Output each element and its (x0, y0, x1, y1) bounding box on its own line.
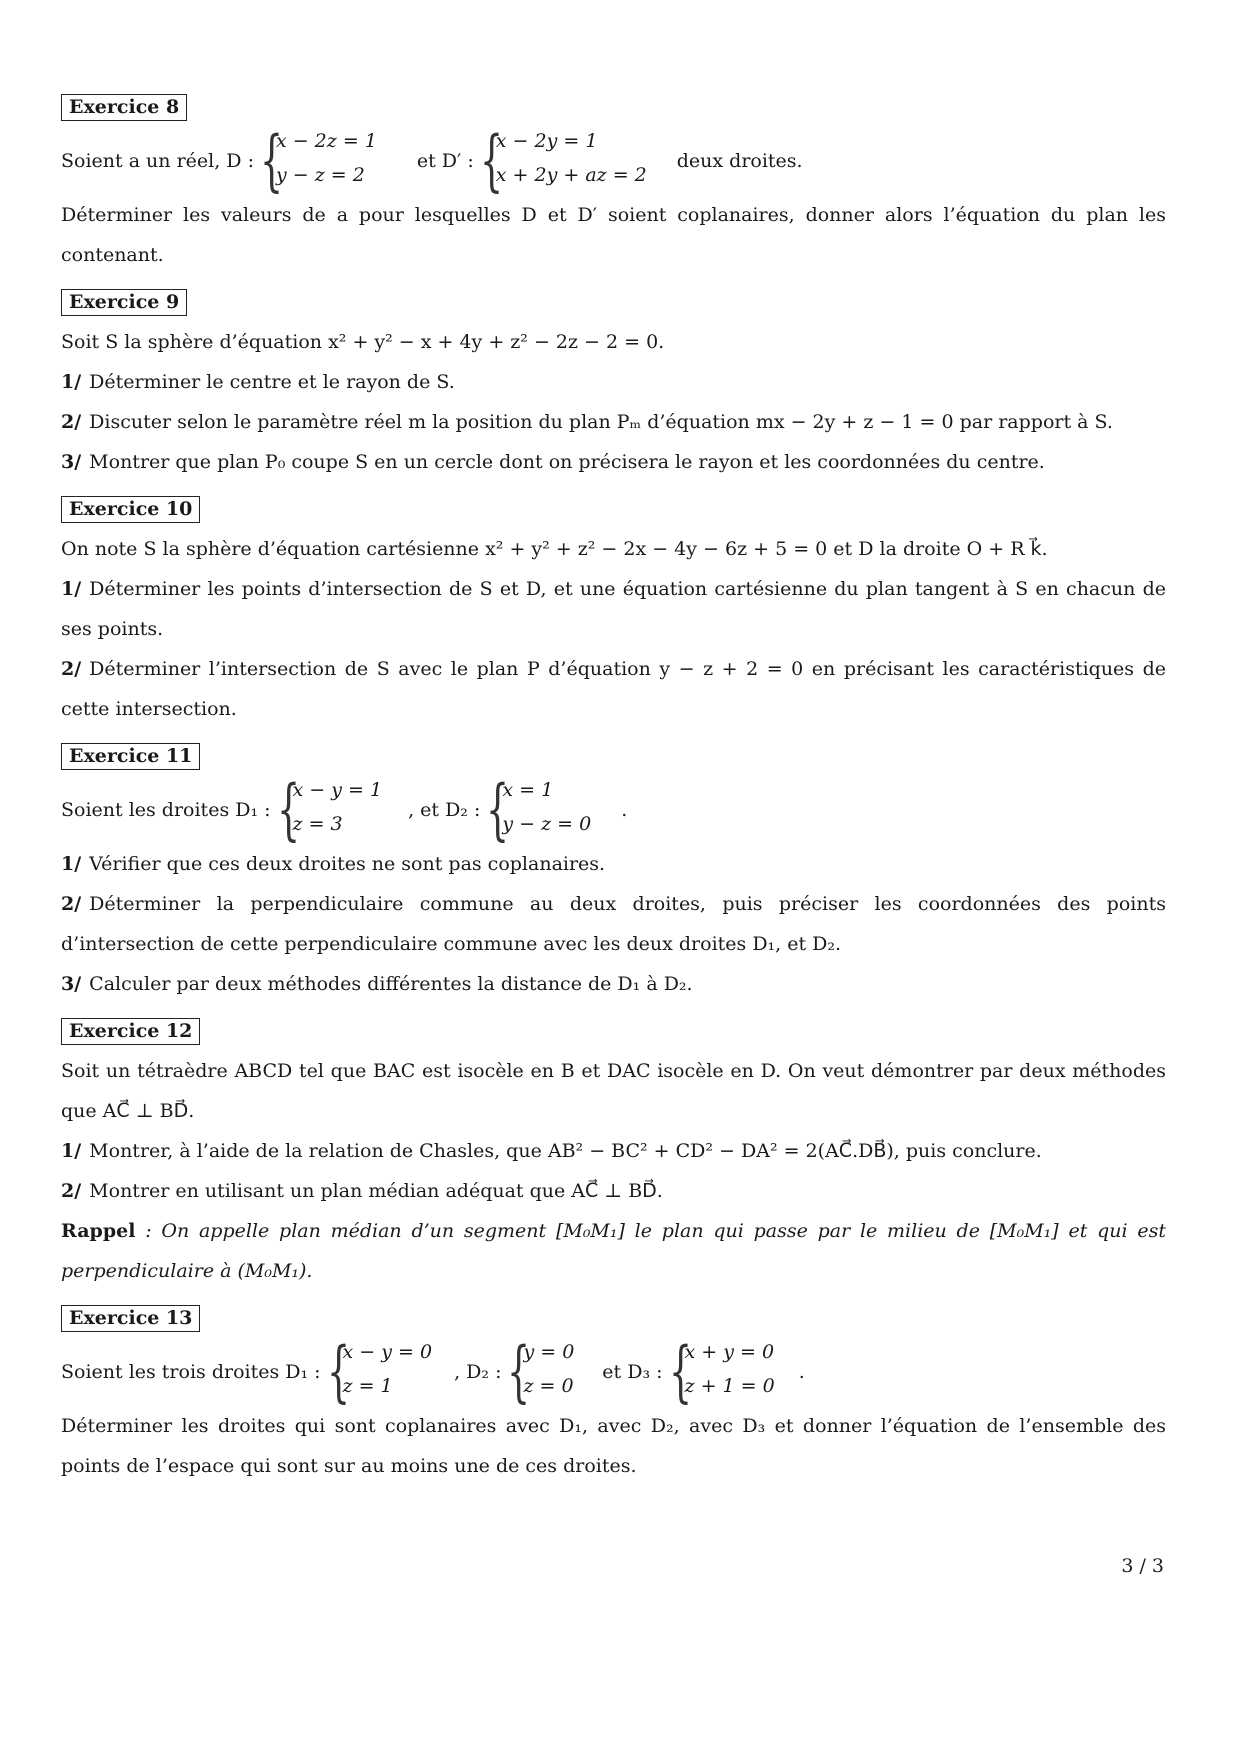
exercise-13-mid1: , D₂ : (454, 1361, 502, 1383)
exercise-11 (61, 743, 1166, 1004)
exercise-13-intro: Soient les trois droites D₁ : (61, 1361, 321, 1383)
equation: z = 0 (523, 1375, 574, 1397)
equation: x − 2z = 1 (275, 130, 377, 152)
exercise-9-q3: 3/ Montrer que plan P₀ coupe S en un cercle dont on précisera le rayon et les coordonnées du centre. (61, 451, 1045, 473)
exercise-13-title: Exercice 13 (61, 1305, 200, 1332)
equation: y − z = 2 (275, 164, 365, 186)
exercise-11-intro: Soient les droites D₁ : (61, 799, 271, 821)
exercise-9-q2: 2/ Discuter selon le paramètre réel m la position du plan Pₘ d’équation mx − 2y + z − 1 = 0 par rapport à S. (61, 411, 1113, 433)
exercise-8-title: Exercice 8 (61, 94, 187, 121)
exercise-10-q2: 2/ Déterminer l’intersection de S avec le plan P d’équation y − z + 2 = 0 en précisant les caractéristiques de cette intersection. (61, 658, 1166, 720)
equation: z + 1 = 0 (684, 1375, 775, 1397)
exercise-13-system-d3: { x + y = 0 z + 1 = 0 (668, 1333, 775, 1410)
exercise-13-system-d1: { x − y = 0 z = 1 (326, 1333, 433, 1410)
exercise-8-end: deux droites. (676, 150, 803, 172)
exercise-8-question: Déterminer les valeurs de a pour lesquelles D et D′ soient coplanaires, donner alors l’équation du plan les contenant. (61, 204, 1166, 266)
exercise-13-mid2: et D₃ : (602, 1361, 663, 1383)
exercise-11-q2: 2/ Déterminer la perpendiculaire commune au deux droites, puis préciser les coordonnées des points d’intersection de cette perpendiculaire commune avec les deux droites D₁, et D₂. (61, 893, 1166, 955)
equation: z = 3 (292, 813, 343, 835)
exercise-12-q2: 2/ Montrer en utilisant un plan médian adéquat que AC⃗ ⊥ BD⃗. (61, 1180, 663, 1202)
exercise-8-mid: et D′ : (416, 150, 474, 172)
exercise-12 (61, 1018, 1166, 1291)
document-page (61, 94, 1166, 1500)
exercise-13-end: . (798, 1361, 805, 1383)
exercise-8-system-d: { x − 2z = 1 y − z = 2 (259, 122, 377, 199)
exercise-8-system-d-prime: { x − 2y = 1 x + 2y + az = 2 (479, 122, 647, 199)
exercise-11-system-d1: { x − y = 1 z = 3 (276, 771, 383, 848)
exercise-9-title: Exercice 9 (61, 289, 187, 316)
equation: y = 0 (523, 1341, 575, 1363)
exercise-10-q1: 1/ Déterminer les points d’intersection de S et D, et une équation cartésienne du plan tangent à S en chacun de ses points. (61, 578, 1166, 640)
exercise-8 (61, 94, 1166, 275)
equation: y − z = 0 (502, 813, 592, 835)
exercise-11-q3: 3/ Calculer par deux méthodes différentes la distance de D₁ à D₂. (61, 973, 693, 995)
exercise-11-end: . (621, 799, 628, 821)
exercise-10-intro: On note S la sphère d’équation cartésienne x² + y² + z² − 2x − 4y − 6z + 5 = 0 et D la droite O + R k⃗. (61, 538, 1048, 560)
equation: x = 1 (502, 779, 554, 801)
exercise-12-intro: Soit un tétraèdre ABCD tel que BAC est isocèle en B et DAC isocèle en D. On veut démontrer par deux méthodes que AC⃗ ⊥ BD⃗. (61, 1060, 1166, 1122)
exercise-13-question: Déterminer les droites qui sont coplanaires avec D₁, avec D₂, avec D₃ et donner l’équation de l’ensemble des points de l’espace qui sont sur au moins une de ces droites. (61, 1415, 1166, 1477)
equation: x − y = 0 (342, 1341, 433, 1363)
equation: x − 2y = 1 (495, 130, 598, 152)
exercise-9-q1: 1/ Déterminer le centre et le rayon de S. (61, 371, 455, 393)
exercise-9-intro: Soit S la sphère d’équation x² + y² − x + 4y + z² − 2z − 2 = 0. (61, 331, 665, 353)
exercise-12-rappel (61, 1211, 1166, 1291)
equation: x − y = 1 (292, 779, 383, 801)
exercise-12-q1: 1/ Montrer, à l’aide de la relation de Chasles, que AB² − BC² + CD² − DA² = 2(AC⃗.DB⃗), puis conclure. (61, 1140, 1042, 1162)
exercise-11-systems (61, 771, 1166, 848)
exercise-11-q1: 1/ Vérifier que ces deux droites ne sont pas coplanaires. (61, 853, 606, 875)
exercise-10-title: Exercice 10 (61, 496, 200, 523)
rappel-label: Rappel (61, 1220, 136, 1242)
equation: z = 1 (342, 1375, 393, 1397)
exercise-9 (61, 289, 1166, 482)
rappel-text: : On appelle plan médian d’un segment [M₀M₁] le plan qui passe par le milieu de [M₀M₁] et qui est perpendiculaire à (M₀M₁). (61, 1220, 1166, 1282)
exercise-8-systems (61, 122, 1166, 199)
equation: x + 2y + az = 2 (495, 164, 647, 186)
exercise-8-intro: Soient a un réel, D : (61, 150, 254, 172)
exercise-11-title: Exercice 11 (61, 743, 200, 770)
equation: x + y = 0 (684, 1341, 775, 1363)
exercise-10 (61, 496, 1166, 729)
exercise-13-system-d2: { y = 0 z = 0 (507, 1333, 575, 1410)
exercise-11-mid: , et D₂ : (408, 799, 481, 821)
exercise-13 (61, 1305, 1166, 1486)
exercise-11-system-d2: { x = 1 y − z = 0 (486, 771, 592, 848)
exercise-12-title: Exercice 12 (61, 1018, 200, 1045)
exercise-13-systems (61, 1333, 1166, 1410)
page-number: 3 / 3 (1121, 1555, 1164, 1577)
